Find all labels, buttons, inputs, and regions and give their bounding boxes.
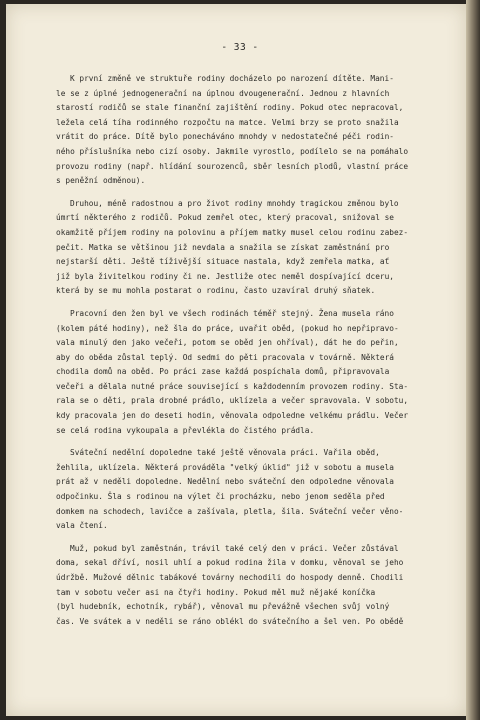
text-line: domkem na schodech, lavičce a zašívala, pletla, šila. Sváteční večer věno- [56, 506, 404, 516]
text-line: vala minulý den jako večeři, potom se oběd jen ohříval), dát he do peřin, [56, 338, 399, 348]
text-line: úmrtí některého z rodičů. Pokud zemřel otec, který pracoval, snižoval se [56, 213, 394, 223]
book-binding [466, 0, 480, 720]
text-line: která by se mu mohla postarat o rodinu, často uzavíral druhý sňatek. [56, 286, 376, 296]
text-line: Sváteční nedělní dopoledne také ještě věnovala práci. Vařila oběd, [70, 448, 380, 458]
paragraph-gap [56, 438, 420, 446]
text-line: doma, sekal dříví, nosil uhlí a pokud rodina žila v domku, věnoval se jeho [56, 558, 404, 568]
paragraph [56, 307, 420, 438]
text-line: čas. Ve svátek a v neděli se ráno oblékl do svátečního a šel ven. Po obědě [56, 616, 404, 626]
text-line: prát až v neděli dopoledne. Nedělní nebo sváteční den odpoledne věnovala [56, 477, 394, 487]
paragraph [56, 542, 420, 630]
text-line: odpočinku. Šla s rodinou na výlet či procházku, nebo jenom seděla před [56, 492, 385, 502]
text-line: vrátit do práce. Dítě bylo ponecháváno mnohdy v nedostatečné péči rodin- [56, 132, 394, 142]
text-line: kdy pracovala jen do deseti hodin, věnovala odpoledne velkému prádlu. Večer [56, 411, 409, 421]
text-line: večeři a dělala nutné práce související s každodenním provozem rodiny. Sta- [56, 381, 409, 391]
paragraph [56, 446, 420, 534]
paragraph [56, 197, 420, 299]
text-line: ného příslušníka nebo cizí osoby. Jakmile vyrostlo, podílelo se na pomáhalo [56, 146, 409, 156]
page-number: - 33 - [221, 42, 259, 53]
text-line: le se z úplné jednogenerační na úplnou dvougenerační. Jednou z hlavních [56, 88, 390, 98]
text-line: (kolem páté hodiny), než šla do práce, uvařit oběd, (pokud ho nepřipravo- [56, 323, 399, 333]
text-line: údržbě. Mužové dělnic tabákové továrny nechodili do hospody denně. Chodili [56, 573, 404, 582]
text-line: okamžitě příjem rodiny na polovinu a příjem matky musel celou rodinu zabez- [56, 227, 409, 237]
text-line: starostí rodičů se stale finanční zajištění rodiny. Pokud otec nepracoval, [56, 103, 404, 113]
text-line: již byla živitelkou rodiny či ne. Jestliže otec neměl dospívající dceru, [56, 271, 394, 281]
text-line: chodila domů na oběd. Po práci zase každá pospíchala domů, připravovala [56, 367, 390, 377]
text-line: aby do oběda zůstal teplý. Od sedmi do pěti pracovala v továrně. Některá [56, 352, 394, 362]
text-line: pečit. Matka se většinou již nevdala a snažila se získat zaměstnání pro [56, 242, 390, 252]
text-line: provozu rodiny (např. hlídání sourozenců, sběr lesních plodů, vlastní práce [56, 161, 409, 171]
paragraph [56, 72, 420, 189]
text-line: Druhou, méně radostnou a pro život rodiny mnohdy tragickou změnou bylo [70, 198, 399, 208]
paragraph-gap [56, 534, 420, 542]
body-text [56, 72, 420, 629]
text-line: nejstarší děti. Ještě tíživější situace nastala, když zemřela matka, ať [56, 257, 390, 267]
text-line: K první změně ve struktuře rodiny docházelo po narození dítěte. Mani- [70, 74, 394, 83]
paragraph-gap [56, 299, 420, 307]
text-line: Muž, pokud byl zaměstnán, trávil také celý den v práci. Večer zůstával [70, 543, 399, 553]
text-line: (byl hudebník, echotník, rybář), věnoval mu převážně všechen svůj volný [56, 602, 390, 612]
text-line: rala se o děti, prala drobné prádlo, uklízela a večer spravovala. V sobotu, [56, 396, 409, 406]
paragraph-gap [56, 189, 420, 197]
text-line: se celá rodina vykoupala a převlékla do čistého prádla. [56, 425, 315, 435]
text-line: žehlila, uklízela. Některá prováděla "velký úklid" již v sobotu a musela [56, 462, 394, 472]
text-line: ležela celá tíha rodinného rozpočtu na matce. Velmi brzy se proto snažila [56, 117, 399, 127]
text-line: s peněžní odměnou). [56, 176, 146, 186]
text-line: Pracovní den žen byl ve všech rodinách téměř stejný. Žena musela ráno [70, 308, 394, 318]
text-line: tam v sobotu večer asi na čtyři hodiny. Pokud měl muž nějaké koníčka [56, 587, 376, 597]
text-line: vala čtení. [56, 521, 108, 531]
